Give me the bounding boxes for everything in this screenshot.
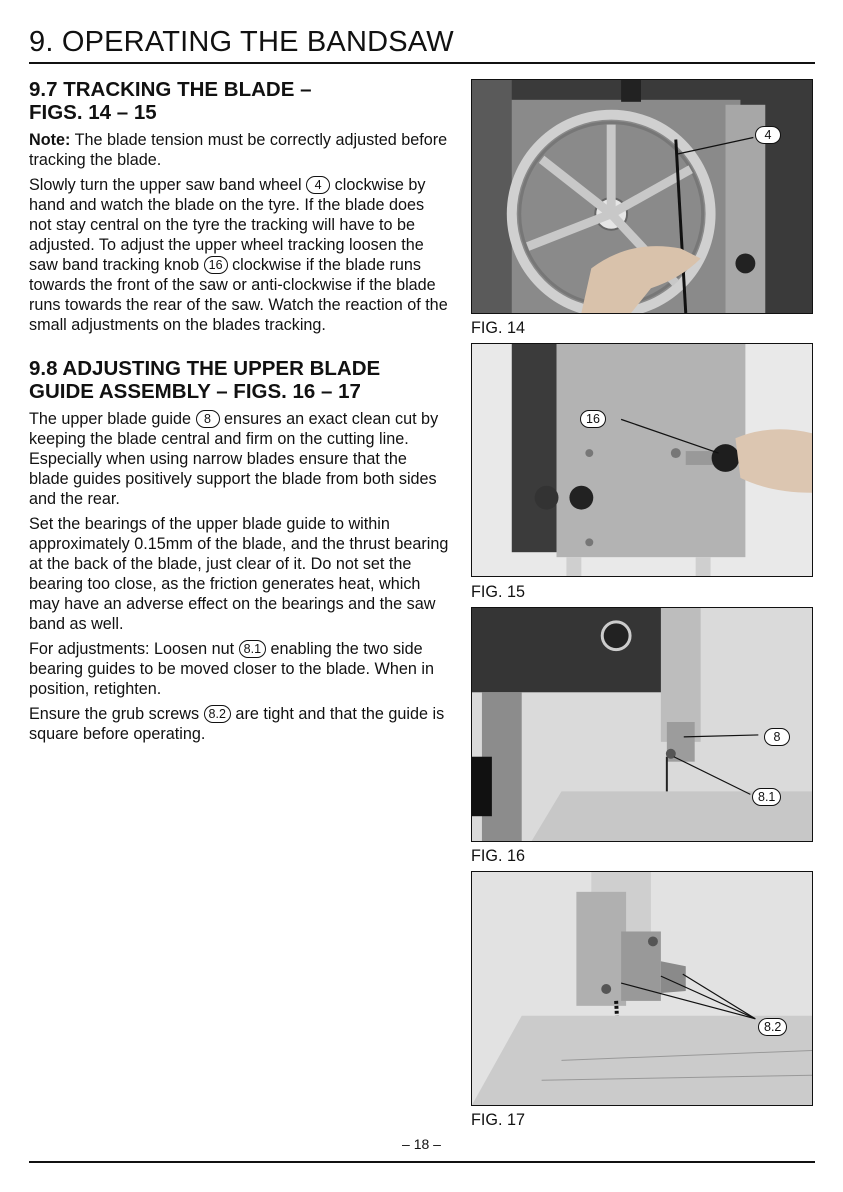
figure-16-callout-b: 8.1 [752,788,781,806]
figure-15-photo [471,343,813,577]
callout-8: 8 [196,410,220,428]
figure-17-caption: FIG. 17 [471,1111,525,1129]
grub-screws-illustration [472,872,812,1105]
section-97-heading-line2: FIGS. 14 – 15 [29,101,157,124]
section-98-heading [29,357,449,403]
paragraph-text: clockwise by hand and watch the blade on the tyre. If the blade does not stay central on the tyre the tracking will have to be adjusted. To adjust the upper wheel tracking loosen the saw band tracking knob [29,176,426,274]
figure-16-callout-a: 8 [764,728,790,746]
section-98-heading-line2: GUIDE ASSEMBLY – FIGS. 16 – 17 [29,380,361,403]
figure-17-photo [471,871,813,1106]
paragraph-text: enabling the two side bearing guides to be moved closer to the blade. When in position, retighten. [29,640,434,698]
section-98-heading-line1: 9.8 ADJUSTING THE UPPER BLADE [29,357,381,380]
page-number: – 18 – [402,1136,441,1152]
callout-8-2: 8.2 [204,705,231,723]
section-97-heading-line1: 9.7 TRACKING THE BLADE – [29,78,312,101]
section-97-note [29,130,449,170]
note-label: Note: [29,131,71,149]
paragraph-text: clockwise if the blade runs towards the front of the saw or anti-clockwise if the blade runs towards the rear of the saw. Watch the reaction of the small adjustments on the blades tracking. [29,256,448,334]
paragraph-text: For adjustments: Loosen nut [29,640,239,658]
callout-8-1: 8.1 [239,640,266,658]
bandsaw-wheel-illustration [472,80,812,313]
paragraph-text: The upper blade guide [29,410,196,428]
figure-14-caption: FIG. 14 [471,319,525,337]
section-98-paragraph-1 [29,409,449,509]
section-98-paragraph-2: Set the bearings of the upper blade guide to within approximately 0.15mm of the blade, and the thrust bearing at the back of the blade, just clear of it. Do not set the bearing too close, as the friction generates heat, which may have an adverse effect on the bearings and the saw band as well. [29,515,449,633]
figure-14-photo [471,79,813,314]
section-97-heading [29,78,449,124]
paragraph-text: Slowly turn the upper saw band wheel [29,176,307,194]
section-97-paragraph [29,175,449,335]
figure-14-callout: 4 [755,126,781,144]
figure-16-photo [471,607,813,842]
callout-16: 16 [204,256,228,274]
paragraph-text: are tight and that the guide is square before operating. [29,705,445,743]
figure-15-caption: FIG. 15 [471,583,525,601]
figure-15-callout: 16 [580,410,606,428]
note-text: The blade tension must be correctly adjusted before tracking the blade. [29,131,448,169]
figure-17-callout: 8.2 [758,1018,787,1036]
footer-divider [29,1161,815,1163]
chapter-divider [29,62,815,64]
tracking-knob-illustration [472,344,812,576]
upper-blade-guide-illustration [472,608,812,841]
paragraph-text: Ensure the grub screws [29,705,204,723]
paragraph-text: ensures an exact clean cut by keeping the blade central and firm on the cutting line. Especially when using narrow blades ensure that the blade guides positively support the blade from both sides and the rear. [29,410,439,508]
text-column [29,78,449,749]
chapter-title: 9. OPERATING THE BANDSAW [29,26,454,58]
section-98-paragraph-4 [29,704,449,744]
section-98-paragraph-3 [29,639,449,699]
callout-4: 4 [306,176,330,194]
figure-16-caption: FIG. 16 [471,847,525,865]
